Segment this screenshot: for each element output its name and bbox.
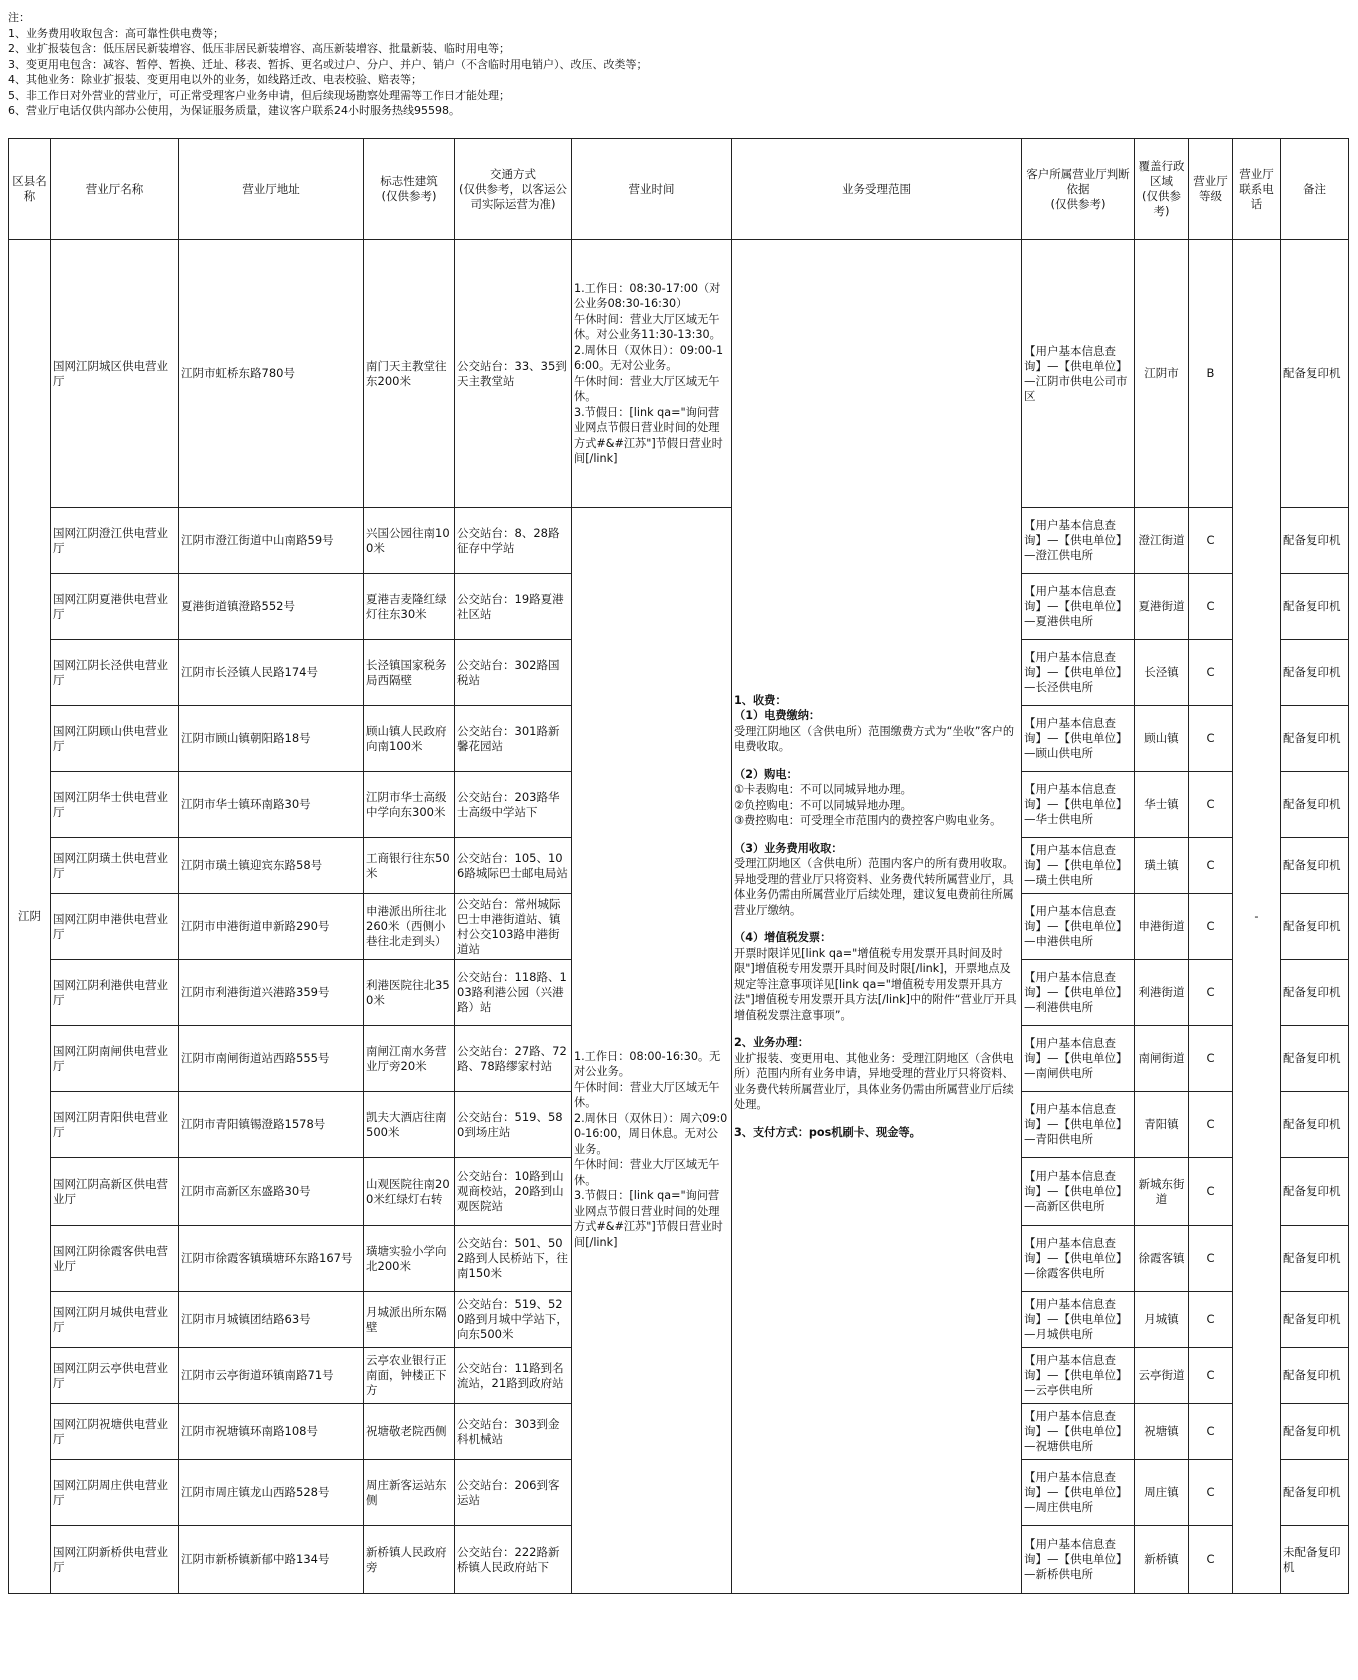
level-cell: C bbox=[1189, 838, 1233, 894]
level-cell: C bbox=[1189, 508, 1233, 574]
hours-line: 3.节假日：[link qa="询问营业网点节假日营业时间的处理方式#&#江苏"]节假日营业时间[/link] bbox=[574, 405, 723, 465]
landmark-cell: 山观医院往南200米红绿灯右转 bbox=[364, 1158, 455, 1226]
basis-cell: 【用户基本信息查询】—【供电单位】—璜土供电所 bbox=[1022, 838, 1135, 894]
header-landmark: 标志性建筑 (仅供参考) bbox=[364, 139, 455, 240]
remark-cell: 配备复印机 bbox=[1281, 1158, 1349, 1226]
area-cell: 长泾镇 bbox=[1135, 640, 1189, 706]
transport-cell: 公交站台：519、520路到月城中学站下，向东500米 bbox=[455, 1292, 572, 1348]
area-cell: 利港街道 bbox=[1135, 960, 1189, 1026]
remark-cell: 未配备复印机 bbox=[1281, 1526, 1349, 1594]
landmark-cell: 利港医院往北350米 bbox=[364, 960, 455, 1026]
basis-cell: 【用户基本信息查询】—【供电单位】—祝塘供电所 bbox=[1022, 1404, 1135, 1460]
transport-cell: 公交站台：519、580到场庄站 bbox=[455, 1092, 572, 1158]
table-row bbox=[9, 240, 1349, 508]
note-line: 6、营业厅电话仅供内部办公使用，为保证服务质量，建议客户联系24小时服务热线95598。 bbox=[8, 104, 460, 117]
note-line: 3、变更用电包含：减容、暂停、暂换、迁址、移表、暂拆、更名或过户、分户、并户、销户（不含临时用电销户）、改压、改类等； bbox=[8, 57, 648, 71]
remark-cell: 配备复印机 bbox=[1281, 960, 1349, 1026]
hall-name-cell: 国网江阴祝塘供电营业厅 bbox=[51, 1404, 179, 1460]
transport-cell: 公交站台：8、28路征存中学站 bbox=[455, 508, 572, 574]
address-cell: 江阴市澄江街道中山南路59号 bbox=[179, 508, 364, 574]
scope-bizfee-text: 受理江阴地区（含供电所）范围内客户的所有费用收取。异地受理的营业厅只将资料、业务费代转所属营业厅，具体业务仍需由所属营业厅后续处理，建议复电费前往所属营业厅缴纳。 bbox=[734, 857, 1014, 917]
remark-cell: 配备复印机 bbox=[1281, 1226, 1349, 1292]
scope-cell bbox=[732, 240, 1022, 1594]
hall-name-cell: 国网江阴夏港供电营业厅 bbox=[51, 574, 179, 640]
landmark-cell: 兴国公园往南100米 bbox=[364, 508, 455, 574]
note-line: 2、业扩报装包含：低压居民新装增容、低压非居民新装增容、高压新装增容、批量新装、临时用电等； bbox=[8, 42, 510, 55]
spacer bbox=[734, 918, 1019, 930]
scope-pay-title: 3、支付方式：pos机刷卡、现金等。 bbox=[734, 1125, 921, 1139]
basis-cell: 【用户基本信息查询】—【供电单位】—云亭供电所 bbox=[1022, 1348, 1135, 1404]
header-address: 营业厅地址 bbox=[179, 139, 364, 240]
scope-buy-title: （2）购电： bbox=[734, 767, 798, 781]
address-cell: 江阴市南闸街道站西路555号 bbox=[179, 1026, 364, 1092]
scope-biz-title: 2、业务办理： bbox=[734, 1036, 809, 1050]
hall-name-cell: 国网江阴周庄供电营业厅 bbox=[51, 1460, 179, 1526]
area-cell: 月城镇 bbox=[1135, 1292, 1189, 1348]
address-cell: 江阴市高新区东盛路30号 bbox=[179, 1158, 364, 1226]
area-cell: 申港街道 bbox=[1135, 894, 1189, 960]
table-row bbox=[9, 508, 1349, 574]
remark-cell: 配备复印机 bbox=[1281, 640, 1349, 706]
header-basis: 客户所属营业厅判断依据 (仅供参考) bbox=[1022, 139, 1135, 240]
area-cell: 青阳镇 bbox=[1135, 1092, 1189, 1158]
basis-cell: 【用户基本信息查询】—【供电单位】—月城供电所 bbox=[1022, 1292, 1135, 1348]
hours-line: 午休时间：营业大厅区域无午休。 bbox=[574, 1158, 720, 1187]
transport-cell: 公交站台：118路、103路利港公园（兴港路）站 bbox=[455, 960, 572, 1026]
level-cell: C bbox=[1189, 706, 1233, 772]
phone-cell: - bbox=[1233, 240, 1281, 1594]
hall-name-cell: 国网江阴利港供电营业厅 bbox=[51, 960, 179, 1026]
basis-cell: 【用户基本信息查询】—【供电单位】—青阳供电所 bbox=[1022, 1092, 1135, 1158]
address-cell: 江阴市新桥镇新郁中路134号 bbox=[179, 1526, 364, 1594]
basis-cell: 【用户基本信息查询】—【供电单位】—夏港供电所 bbox=[1022, 574, 1135, 640]
transport-cell: 公交站台：222路新桥镇人民政府站下 bbox=[455, 1526, 572, 1594]
remark-cell: 配备复印机 bbox=[1281, 894, 1349, 960]
landmark-cell: 长泾镇国家税务局西隔壁 bbox=[364, 640, 455, 706]
transport-cell: 公交站台：303到金科机械站 bbox=[455, 1404, 572, 1460]
level-cell: B bbox=[1189, 240, 1233, 508]
hall-name-cell: 国网江阴月城供电营业厅 bbox=[51, 1292, 179, 1348]
transport-cell: 公交站台：33、35到天主教堂站 bbox=[455, 240, 572, 508]
transport-cell: 公交站台：常州城际巴士申港街道站、镇村公交103路申港街道站 bbox=[455, 894, 572, 960]
landmark-cell: 璜塘实验小学向北200米 bbox=[364, 1226, 455, 1292]
landmark-cell: 江阴市华士高级中学向东300米 bbox=[364, 772, 455, 838]
landmark-cell: 凯夫大酒店往南500米 bbox=[364, 1092, 455, 1158]
hours-line: 午休时间：营业大厅区域无午休。 bbox=[574, 1080, 720, 1110]
remark-cell: 配备复印机 bbox=[1281, 1092, 1349, 1158]
area-cell: 新桥镇 bbox=[1135, 1526, 1189, 1594]
hall-name-cell: 国网江阴新桥供电营业厅 bbox=[51, 1526, 179, 1594]
hours-line: 2.周休日（双休日）：09:00-16:00。无对公业务。 bbox=[574, 343, 724, 372]
level-cell: C bbox=[1189, 1092, 1233, 1158]
remark-cell: 配备复印机 bbox=[1281, 240, 1349, 508]
area-cell: 华士镇 bbox=[1135, 772, 1189, 838]
remark-cell: 配备复印机 bbox=[1281, 706, 1349, 772]
service-hall-table bbox=[8, 138, 1349, 1594]
transport-cell: 公交站台：10路到山观商校站，20路到山观医院站 bbox=[455, 1158, 572, 1226]
header-transport: 交通方式 (仅供参考，以客运公司实际运营为准) bbox=[455, 139, 572, 240]
level-cell: C bbox=[1189, 960, 1233, 1026]
level-cell: C bbox=[1189, 1158, 1233, 1226]
area-cell: 璜土镇 bbox=[1135, 838, 1189, 894]
note-line: 1、业务费用收取包含：高可靠性供电费等； bbox=[8, 26, 224, 40]
hours-line: 午休时间：营业大厅区域无午休。对公业务11:30-13:30。 bbox=[574, 312, 721, 341]
remark-cell: 配备复印机 bbox=[1281, 1026, 1349, 1092]
landmark-cell: 南门天主教堂往东200米 bbox=[364, 240, 455, 508]
remark-cell: 配备复印机 bbox=[1281, 508, 1349, 574]
scope-biz-text: 业扩报装、变更用电、其他业务：受理江阴地区（含供电所）范围内所有业务申请，异地受理的营业厅只将资料、业务费代转所属营业厅，具体业务仍需由所属营业厅后续处理。 bbox=[734, 1051, 1014, 1112]
header-phone: 营业厅联系电话 bbox=[1233, 139, 1281, 240]
header-remark: 备注 bbox=[1281, 139, 1349, 240]
scope-fee-title: （1）电费缴纳： bbox=[734, 709, 821, 723]
landmark-cell: 顾山镇人民政府向南100米 bbox=[364, 706, 455, 772]
transport-cell: 公交站台：302路国税站 bbox=[455, 640, 572, 706]
header-level: 营业厅等级 bbox=[1189, 139, 1233, 240]
hours-line: 3.节假日：[link qa="询问营业网点节假日营业时间的处理方式#&#江苏"]节假日营业时间[/link] bbox=[574, 1189, 723, 1249]
hall-name-cell: 国网江阴长泾供电营业厅 bbox=[51, 640, 179, 706]
landmark-cell: 月城派出所东隔壁 bbox=[364, 1292, 455, 1348]
spacer bbox=[734, 755, 1019, 767]
address-cell: 江阴市虹桥东路780号 bbox=[179, 240, 364, 508]
remark-cell: 配备复印机 bbox=[1281, 574, 1349, 640]
landmark-cell: 申港派出所往北260米（西侧小巷往北走到头） bbox=[364, 894, 455, 960]
address-cell: 江阴市申港街道申新路290号 bbox=[179, 894, 364, 960]
remark-cell: 配备复印机 bbox=[1281, 1460, 1349, 1526]
hall-name-cell: 国网江阴璜土供电营业厅 bbox=[51, 838, 179, 894]
level-cell: C bbox=[1189, 772, 1233, 838]
hall-name-cell: 国网江阴青阳供电营业厅 bbox=[51, 1092, 179, 1158]
area-cell: 夏港街道 bbox=[1135, 574, 1189, 640]
header-area: 覆盖行政区域 (仅供参考) bbox=[1135, 139, 1189, 240]
notes-block bbox=[8, 10, 1348, 119]
area-cell: 徐霞客镇 bbox=[1135, 1226, 1189, 1292]
address-cell: 江阴市青阳镇锡澄路1578号 bbox=[179, 1092, 364, 1158]
hall-name-cell: 国网江阴高新区供电营业厅 bbox=[51, 1158, 179, 1226]
header-county: 区县名称 bbox=[9, 139, 51, 240]
hall-name-cell: 国网江阴申港供电营业厅 bbox=[51, 894, 179, 960]
note-line: 注： bbox=[8, 11, 30, 24]
basis-cell: 【用户基本信息查询】—【供电单位】—顾山供电所 bbox=[1022, 706, 1135, 772]
scope-buy-1: ①卡表购电：不可以同城异地办理。 bbox=[734, 783, 912, 797]
scope-buy-2: ②负控购电：不可以同城异地办理。 bbox=[734, 798, 912, 812]
level-cell: C bbox=[1189, 1348, 1233, 1404]
remark-cell: 配备复印机 bbox=[1281, 1292, 1349, 1348]
basis-cell: 【用户基本信息查询】—【供电单位】—徐霞客供电所 bbox=[1022, 1226, 1135, 1292]
table-header-row bbox=[9, 139, 1349, 240]
hall-name-cell: 国网江阴顾山供电营业厅 bbox=[51, 706, 179, 772]
address-cell: 江阴市月城镇团结路63号 bbox=[179, 1292, 364, 1348]
address-cell: 江阴市璜土镇迎宾东路58号 bbox=[179, 838, 364, 894]
level-cell: C bbox=[1189, 574, 1233, 640]
area-cell: 云亭街道 bbox=[1135, 1348, 1189, 1404]
hours-line: 1.工作日：08:30-17:00（对公业务08:30-16:30） bbox=[574, 281, 721, 310]
basis-cell: 【用户基本信息查询】—【供电单位】—利港供电所 bbox=[1022, 960, 1135, 1026]
address-cell: 江阴市利港街道兴港路359号 bbox=[179, 960, 364, 1026]
address-cell: 江阴市祝塘镇环南路108号 bbox=[179, 1404, 364, 1460]
basis-cell: 【用户基本信息查询】—【供电单位】—江阴市供电公司市区 bbox=[1022, 240, 1135, 508]
remark-cell: 配备复印机 bbox=[1281, 838, 1349, 894]
address-cell: 江阴市顾山镇朝阳路18号 bbox=[179, 706, 364, 772]
scope-bizfee-title: （3）业务费用收取： bbox=[734, 841, 843, 855]
transport-cell: 公交站台：105、106路城际巴士邮电局站 bbox=[455, 838, 572, 894]
area-cell: 新城东街道 bbox=[1135, 1158, 1189, 1226]
hours-cell bbox=[572, 508, 732, 1594]
scope-buy-3: ③费控购电：可受理全市范围内的费控客户购电业务。 bbox=[734, 814, 1002, 828]
scope-charge-title: 1、收费： bbox=[734, 693, 787, 707]
hall-name-cell: 国网江阴澄江供电营业厅 bbox=[51, 508, 179, 574]
address-cell: 江阴市长泾镇人民路174号 bbox=[179, 640, 364, 706]
basis-cell: 【用户基本信息查询】—【供电单位】—申港供电所 bbox=[1022, 894, 1135, 960]
basis-cell: 【用户基本信息查询】—【供电单位】—高新区供电所 bbox=[1022, 1158, 1135, 1226]
hours-line: 午休时间：营业大厅区域无午休。 bbox=[574, 374, 720, 403]
hours-line: 1.工作日：08:00-16:30。无对公业务。 bbox=[574, 1049, 721, 1079]
basis-cell: 【用户基本信息查询】—【供电单位】—华士供电所 bbox=[1022, 772, 1135, 838]
basis-cell: 【用户基本信息查询】—【供电单位】—长泾供电所 bbox=[1022, 640, 1135, 706]
landmark-cell: 周庄新客运站东侧 bbox=[364, 1460, 455, 1526]
hall-name-cell: 国网江阴南闸供电营业厅 bbox=[51, 1026, 179, 1092]
hall-name-cell: 国网江阴城区供电营业厅 bbox=[51, 240, 179, 508]
address-cell: 夏港街道镇澄路552号 bbox=[179, 574, 364, 640]
basis-cell: 【用户基本信息查询】—【供电单位】—新桥供电所 bbox=[1022, 1526, 1135, 1594]
landmark-cell: 南闸江南水务营业厅旁20米 bbox=[364, 1026, 455, 1092]
area-cell: 江阴市 bbox=[1135, 240, 1189, 508]
hall-name-cell: 国网江阴徐霞客供电营业厅 bbox=[51, 1226, 179, 1292]
transport-cell: 公交站台：203路华士高级中学站下 bbox=[455, 772, 572, 838]
note-line: 4、其他业务：除业扩报装、变更用电以外的业务，如线路迁改、电表校验、赔表等； bbox=[8, 73, 422, 86]
transport-cell: 公交站台：301路新馨花园站 bbox=[455, 706, 572, 772]
area-cell: 顾山镇 bbox=[1135, 706, 1189, 772]
address-cell: 江阴市华士镇环南路30号 bbox=[179, 772, 364, 838]
hall-name-cell: 国网江阴华士供电营业厅 bbox=[51, 772, 179, 838]
hall-name-cell: 国网江阴云亭供电营业厅 bbox=[51, 1348, 179, 1404]
level-cell: C bbox=[1189, 1292, 1233, 1348]
level-cell: C bbox=[1189, 1026, 1233, 1092]
scope-fee-text: 受理江阴地区（含供电所）范围缴费方式为“坐收”客户的电费收取。 bbox=[734, 724, 1015, 754]
transport-cell: 公交站台：19路夏港社区站 bbox=[455, 574, 572, 640]
basis-cell: 【用户基本信息查询】—【供电单位】—澄江供电所 bbox=[1022, 508, 1135, 574]
transport-cell: 公交站台：11路到名流站，21路到政府站 bbox=[455, 1348, 572, 1404]
landmark-cell: 云亭农业银行正南面，钟楼正下方 bbox=[364, 1348, 455, 1404]
spacer bbox=[734, 829, 1019, 841]
basis-cell: 【用户基本信息查询】—【供电单位】—周庄供电所 bbox=[1022, 1460, 1135, 1526]
area-cell: 祝塘镇 bbox=[1135, 1404, 1189, 1460]
level-cell: C bbox=[1189, 1526, 1233, 1594]
level-cell: C bbox=[1189, 1226, 1233, 1292]
transport-cell: 公交站台：27路、72路、78路缪家村站 bbox=[455, 1026, 572, 1092]
remark-cell: 配备复印机 bbox=[1281, 1404, 1349, 1460]
landmark-cell: 工商银行往东50米 bbox=[364, 838, 455, 894]
county-cell: 江阴 bbox=[9, 240, 51, 1594]
basis-cell: 【用户基本信息查询】—【供电单位】—南闸供电所 bbox=[1022, 1026, 1135, 1092]
landmark-cell: 祝塘敬老院西侧 bbox=[364, 1404, 455, 1460]
address-cell: 江阴市云亭街道环镇南路71号 bbox=[179, 1348, 364, 1404]
transport-cell: 公交站台：501、502路到人民桥站下，往南150米 bbox=[455, 1226, 572, 1292]
address-cell: 江阴市周庄镇龙山西路528号 bbox=[179, 1460, 364, 1526]
area-cell: 南闸街道 bbox=[1135, 1026, 1189, 1092]
scope-vat-text: 开票时限详见[link qa="增值税专用发票开具时间及时限"]增值税专用发票开具时间及时限[/link]，开票地点及规定等注意事项详见[link qa="增值税专用发票开具方法"]增值税专用发票开具方法[/link]中的附件“营业厅开具增值税发票注意事项”。 bbox=[734, 946, 1017, 1022]
hours-line: 2.周休日（双休日）：周六09:00-16:00，周日休息。无对公业务。 bbox=[574, 1111, 728, 1156]
note-line: 5、非工作日对外营业的营业厅，可正常受理客户业务申请，但后续现场勘察处理需等工作日才能处理； bbox=[8, 88, 510, 102]
scope-vat-title: （4）增值税发票： bbox=[734, 931, 832, 945]
level-cell: C bbox=[1189, 894, 1233, 960]
header-scope: 业务受理范围 bbox=[732, 139, 1022, 240]
spacer bbox=[734, 1023, 1019, 1035]
landmark-cell: 新桥镇人民政府旁 bbox=[364, 1526, 455, 1594]
address-cell: 江阴市徐霞客镇璜塘环东路167号 bbox=[179, 1226, 364, 1292]
landmark-cell: 夏港吉麦隆红绿灯往东30米 bbox=[364, 574, 455, 640]
header-hours: 营业时间 bbox=[572, 139, 732, 240]
level-cell: C bbox=[1189, 640, 1233, 706]
header-hall-name: 营业厅名称 bbox=[51, 139, 179, 240]
remark-cell: 配备复印机 bbox=[1281, 1348, 1349, 1404]
transport-cell: 公交站台：206到客运站 bbox=[455, 1460, 572, 1526]
remark-cell: 配备复印机 bbox=[1281, 772, 1349, 838]
area-cell: 澄江街道 bbox=[1135, 508, 1189, 574]
spacer bbox=[734, 1113, 1019, 1125]
area-cell: 周庄镇 bbox=[1135, 1460, 1189, 1526]
hours-cell bbox=[572, 240, 732, 508]
level-cell: C bbox=[1189, 1460, 1233, 1526]
level-cell: C bbox=[1189, 1404, 1233, 1460]
